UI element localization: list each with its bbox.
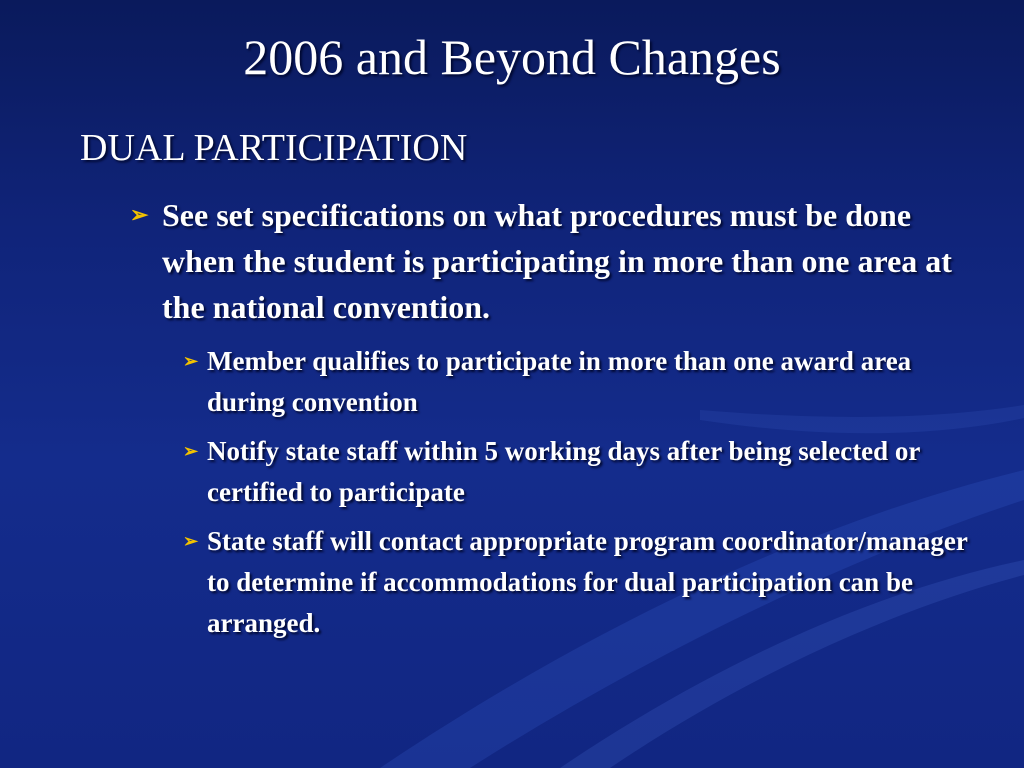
main-bullet — [130, 192, 970, 330]
section-heading: DUAL PARTICIPATION — [80, 127, 468, 169]
arrow-bullet-icon: ➢ — [183, 531, 199, 551]
sub-bullet-item — [183, 431, 973, 513]
slide-title: 2006 and Beyond Changes — [243, 29, 781, 85]
sub-bullet-text: Notify state staff within 5 working days after being selected or certified to participate — [207, 436, 920, 507]
arrow-bullet-icon: ➢ — [183, 351, 199, 371]
arrow-bullet-icon: ➢ — [130, 202, 149, 227]
sub-bullet-item — [183, 341, 973, 423]
sub-bullet-item — [183, 521, 973, 644]
sub-bullet-list — [183, 341, 973, 652]
main-bullet-text: See set specifications on what procedures must be done when the student is participating in more than one area at the national convention. — [162, 197, 952, 325]
sub-bullet-text: State staff will contact appropriate program coordinator/manager to determine if accommodations for dual participation can be arranged. — [207, 526, 968, 638]
sub-bullet-text: Member qualifies to participate in more than one award area during convention — [207, 346, 912, 417]
arrow-bullet-icon: ➢ — [183, 441, 199, 461]
